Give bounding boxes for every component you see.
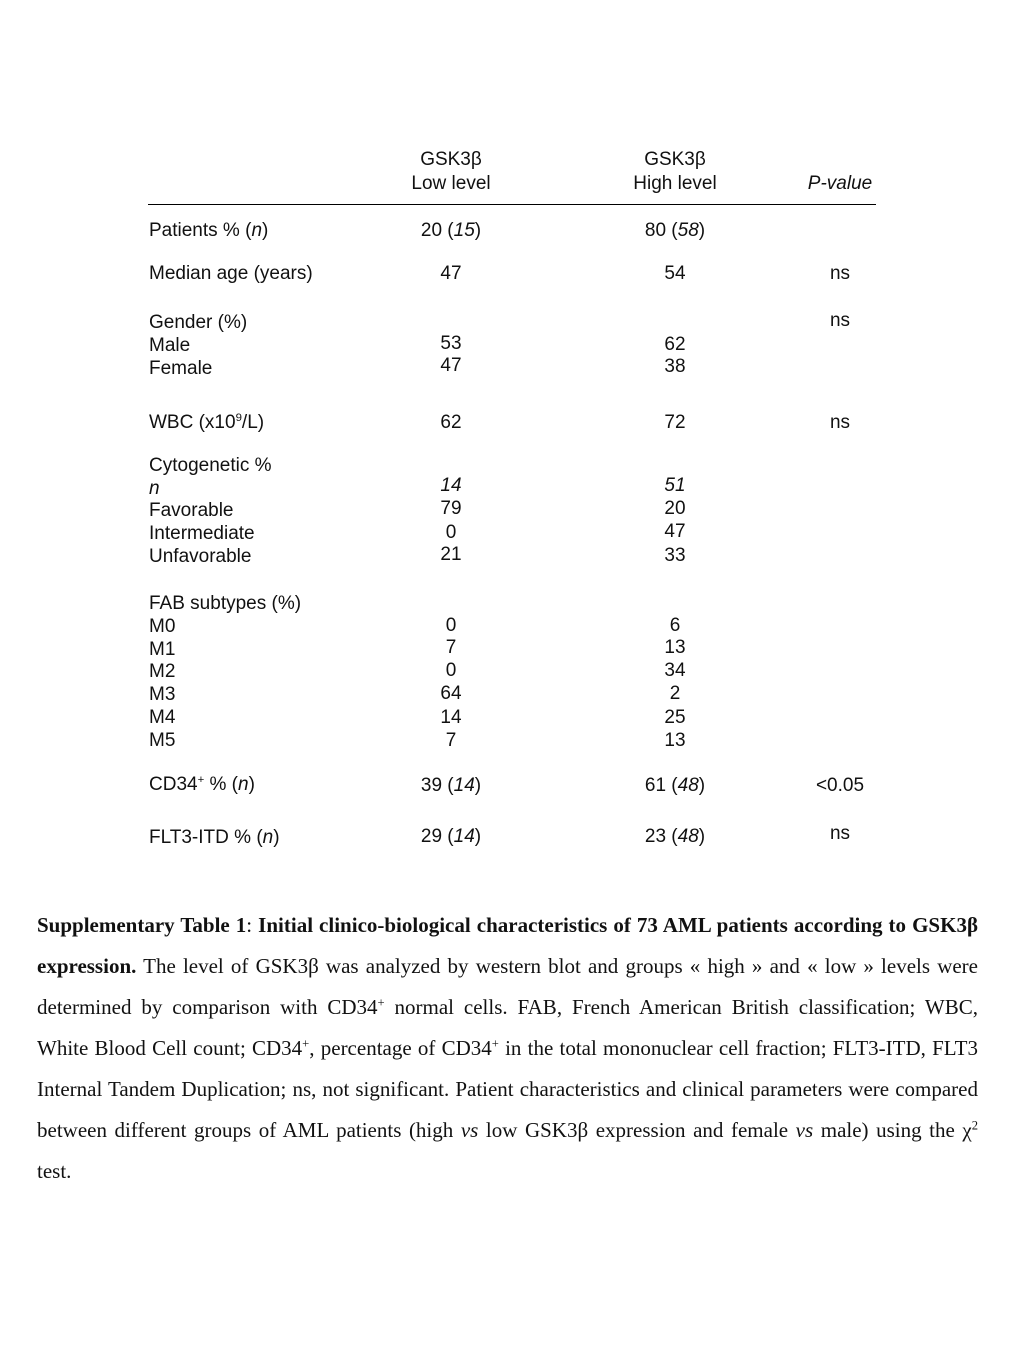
cell-median-age-low: 47 — [440, 263, 462, 284]
row-label-male: Male — [149, 335, 191, 356]
row-label-m0: M0 — [149, 616, 176, 637]
header-high-gene: GSK3β — [644, 149, 706, 170]
cell-favorable-high: 20 — [664, 498, 686, 519]
row-label-cd34: CD34+ % (n) — [149, 774, 255, 795]
header-rule — [148, 204, 876, 205]
row-label-unfavorable: Unfavorable — [149, 546, 252, 567]
caption-title: Supplementary Table 1 — [37, 913, 247, 937]
row-label-m5: M5 — [149, 730, 176, 751]
cell-favorable-low: 79 — [440, 498, 462, 519]
cell-patients-high: 80 (58) — [644, 220, 706, 241]
cell-m5-low: 7 — [445, 730, 457, 751]
caption-subtitle: Initial clinico-biological characteristics of 73 AML patients according to GSK3β expression. — [37, 913, 979, 978]
row-label-cytogenetic: Cytogenetic % — [149, 455, 272, 476]
cell-female-low: 47 — [440, 355, 462, 376]
row-label-intermediate: Intermediate — [149, 523, 255, 544]
row-label-cyto-n: n — [149, 478, 160, 499]
cell-median-age-high: 54 — [664, 263, 686, 284]
cell-cd34-p: <0.05 — [815, 775, 865, 796]
cell-m0-high: 6 — [669, 615, 681, 636]
cell-flt3-p: ns — [829, 823, 851, 844]
cell-cyto-n-high: 51 — [664, 475, 686, 496]
header-low-level: Low level — [411, 173, 491, 194]
cell-m3-high: 2 — [669, 683, 681, 704]
cell-flt3-low: 29 (14) — [420, 826, 482, 847]
row-label-female: Female — [149, 358, 213, 379]
cell-unfavorable-high: 33 — [664, 545, 686, 566]
row-label-wbc: WBC $(x10^9/L)$ — [149, 412, 265, 433]
cell-gender-p: ns — [829, 310, 851, 331]
cell-patients-low: 20 (15) — [420, 220, 482, 241]
cell-m1-low: 7 — [445, 637, 457, 658]
cell-wbc-p: ns — [829, 412, 851, 433]
row-label-m4: M4 — [149, 707, 176, 728]
cell-cd34-high: 61 (48) — [644, 775, 706, 796]
cell-m5-high: 13 — [664, 730, 686, 751]
cell-median-age-p: ns — [829, 263, 851, 284]
cell-m3-low: 64 — [440, 683, 462, 704]
cell-intermediate-low: 0 — [445, 522, 457, 543]
row-label-gender: Gender (%) — [149, 312, 248, 333]
row-label-favorable: Favorable — [149, 500, 234, 521]
table-caption: Supplementary Table 1: Initial clinico-biological characteristics of 73 AML patients according to GSK3β expression. The level of GSK3β was analyzed by western blot and groups « high » and « low » levels were determined by comparison with CD34+ normal cells. FAB, French American British classification; WBC, White Blood Cell count; CD34+, percentage of CD34+ in the total mononuclear cell fraction; FLT3-ITD, FLT3 Internal Tandem Duplication; ns, not significant. Patient characteristics and clinical parameters were compared between different groups of AML patients (high vs low GSK3β expression and female vs male) using the $\chi^2$ test. — [37, 913, 979, 1183]
row-label-patients: Patients % (n) — [149, 220, 269, 241]
header-low-gene: GSK3β — [420, 149, 482, 170]
row-label-m1: M1 — [149, 639, 176, 660]
cell-m2-high: 34 — [664, 660, 686, 681]
row-label-m2: M2 — [149, 661, 176, 682]
row-label-flt3: FLT3-ITD % (n) — [149, 827, 280, 848]
row-label-m3: M3 — [149, 684, 176, 705]
cell-m1-high: 13 — [664, 637, 686, 658]
row-label-fab: FAB subtypes (%) — [149, 593, 302, 614]
cell-female-high: 38 — [664, 356, 686, 377]
cell-cyto-n-low: 14 — [440, 475, 462, 496]
cell-wbc-high: 72 — [664, 412, 686, 433]
cell-unfavorable-low: 21 — [440, 544, 462, 565]
cell-m4-high: 25 — [664, 707, 686, 728]
cell-wbc-low: 62 — [440, 412, 462, 433]
header-pvalue: P-value — [807, 173, 873, 194]
row-label-median-age: Median age (years) — [149, 263, 313, 284]
cell-intermediate-high: 47 — [664, 521, 686, 542]
cell-m4-low: 14 — [440, 707, 462, 728]
cell-m0-low: 0 — [445, 615, 457, 636]
cell-m2-low: 0 — [445, 660, 457, 681]
cell-male-high: 62 — [664, 334, 686, 355]
cell-cd34-low: 39 (14) — [420, 775, 482, 796]
cell-male-low: 53 — [440, 333, 462, 354]
header-high-level: High level — [633, 173, 717, 194]
cell-flt3-high: 23 (48) — [644, 826, 706, 847]
